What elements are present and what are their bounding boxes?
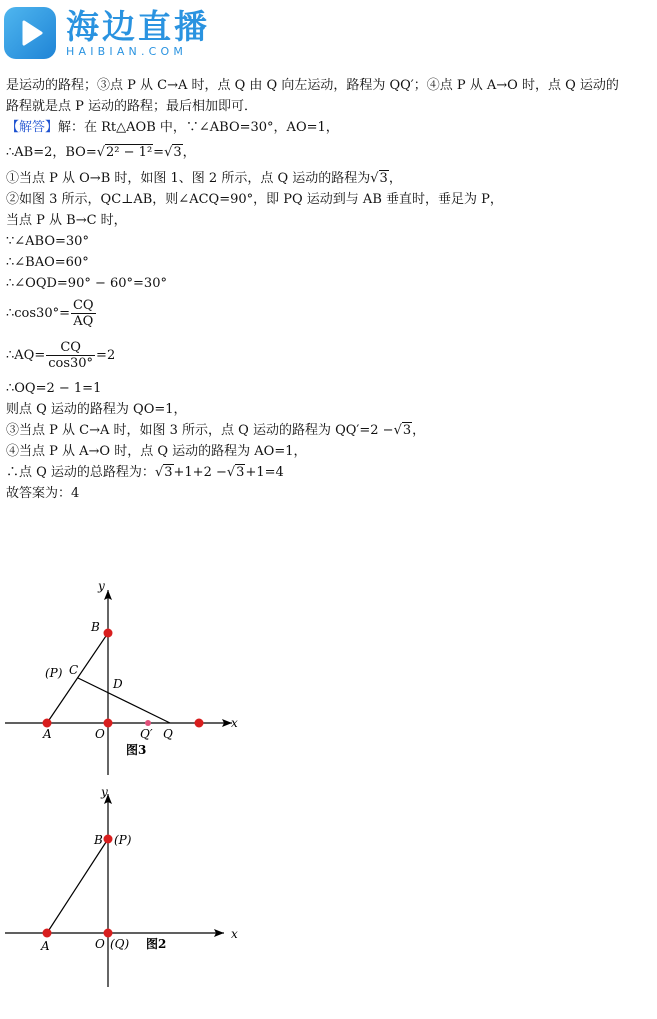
label-x: x: [231, 716, 238, 730]
figure-3: [0, 570, 260, 784]
line-11: [6, 294, 654, 334]
line-4-a: ∴AB=2，BO=: [6, 145, 97, 160]
line-14: 则点 Q 运动的路程为 QO=1，: [6, 402, 187, 417]
line-4: [6, 138, 654, 168]
label-o: O: [95, 727, 105, 741]
line-11-a: ∴cos30°=: [6, 306, 70, 321]
label-y: y: [98, 579, 105, 593]
line-15: [6, 420, 654, 441]
line-5: [6, 168, 654, 189]
sqrt-expression: √2² − 1²: [96, 145, 153, 160]
fraction-numerator: CQ: [72, 298, 94, 313]
line-1: 是运动的路程；③点 P 从 C→A 时，点 Q 由 Q 向左运动，路程为 QQ′；④点 P 从 A→O 时，点 Q 运动的: [6, 78, 619, 93]
answer-tag: 【解答】: [6, 120, 59, 135]
line-17-b: +1+2 −: [173, 465, 227, 480]
sqrt-three: √3: [154, 465, 173, 480]
fraction-denominator: AQ: [73, 314, 94, 329]
line-3: [6, 117, 654, 138]
label-d: D: [113, 677, 123, 691]
point-a: [43, 929, 52, 938]
label-y: y: [101, 785, 108, 799]
line-4-eq: =: [153, 145, 165, 160]
line-5-end: ，: [388, 171, 402, 186]
line-15-end: ，: [412, 423, 426, 438]
fraction-numerator: CQ: [46, 340, 95, 356]
label-q-prime: Q′: [140, 727, 153, 741]
label-b: B: [94, 833, 103, 847]
play-icon: [4, 7, 56, 59]
fraction: [46, 340, 95, 371]
label-b: B: [91, 620, 100, 634]
line-18: 故答案为：4: [6, 486, 80, 501]
label-a: A: [41, 939, 50, 953]
line-16: ④当点 P 从 A→O 时，点 Q 运动的路程为 AO=1，: [6, 444, 307, 459]
point-b: [104, 629, 113, 638]
line-9: ∴∠BAO=60°: [6, 255, 89, 270]
line-6: ②如图 3 所示，QC⊥AB，则∠ACQ=90°，即 PQ 运动到与 AB 垂直时，垂足为 P，: [6, 192, 503, 207]
fraction-denominator: cos30°: [48, 356, 94, 371]
figure-3-caption: 图3: [126, 743, 147, 757]
line-12-end: =2: [96, 348, 116, 363]
label-o: O: [95, 937, 105, 951]
line-3-text: 解：在 Rt△AOB 中，∵∠ABO=30°，AO=1，: [58, 120, 339, 135]
line-2: 路程就是点 P 运动的路程；最后相加即可．: [6, 99, 258, 114]
label-a: A: [43, 727, 52, 741]
line-10: ∴∠OQD=90° − 60°=30°: [6, 276, 167, 291]
point-q-end: [195, 719, 204, 728]
haibian-logo[interactable]: [4, 7, 210, 59]
fraction: [71, 298, 96, 329]
sqrt-three: √3: [164, 145, 182, 160]
line-4-end: ，: [182, 145, 196, 160]
label-x: x: [231, 927, 238, 941]
line-13: ∴OQ=2 − 1=1: [6, 381, 102, 396]
label-p: (P): [45, 666, 63, 680]
segment-cq: [78, 678, 170, 723]
sqrt-three: √3: [226, 465, 245, 480]
label-c: C: [69, 663, 79, 677]
line-7: 当点 P 从 B→C 时，: [6, 213, 127, 228]
sqrt-radicand: 2² − 1²: [106, 145, 153, 160]
label-q: (Q): [110, 937, 130, 951]
segment-ab: [47, 839, 108, 933]
sqrt-three: √3: [370, 171, 388, 186]
line-17-c: +1=4: [245, 465, 284, 480]
logo-domain: HAIBIAN.COM: [66, 45, 188, 58]
sqrt-radicand-2: 3: [173, 145, 182, 160]
point-b: [104, 835, 113, 844]
sqrt-three: √3: [393, 423, 412, 438]
label-p: (P): [114, 833, 132, 847]
label-q: Q: [163, 727, 173, 741]
sqrt-radicand: 3: [236, 465, 245, 480]
line-12-a: ∴AQ=: [6, 348, 46, 363]
logo-chinese-name: 海边直播: [66, 7, 210, 46]
sqrt-radicand: 3: [379, 171, 388, 186]
solution-text: [6, 75, 654, 504]
point-o: [104, 719, 113, 728]
figure-2-caption: 图2: [146, 937, 167, 951]
line-8: ∵∠ABO=30°: [6, 234, 89, 249]
figure-2: [0, 782, 260, 996]
line-17: [6, 462, 654, 483]
line-15-a: ③当点 P 从 C→A 时，如图 3 所示，点 Q 运动的路程为 QQ′=2 −: [6, 423, 394, 438]
point-q-prime: [145, 720, 151, 726]
line-12: [6, 334, 654, 378]
line-17-a: ∴点 Q 运动的总路程为：: [6, 465, 155, 480]
sqrt-radicand: 3: [402, 423, 412, 438]
line-5-a: ①当点 P 从 O→B 时，如图 1、图 2 所示，点 Q 运动的路程为: [6, 171, 371, 186]
sqrt-radicand: 3: [164, 465, 173, 480]
